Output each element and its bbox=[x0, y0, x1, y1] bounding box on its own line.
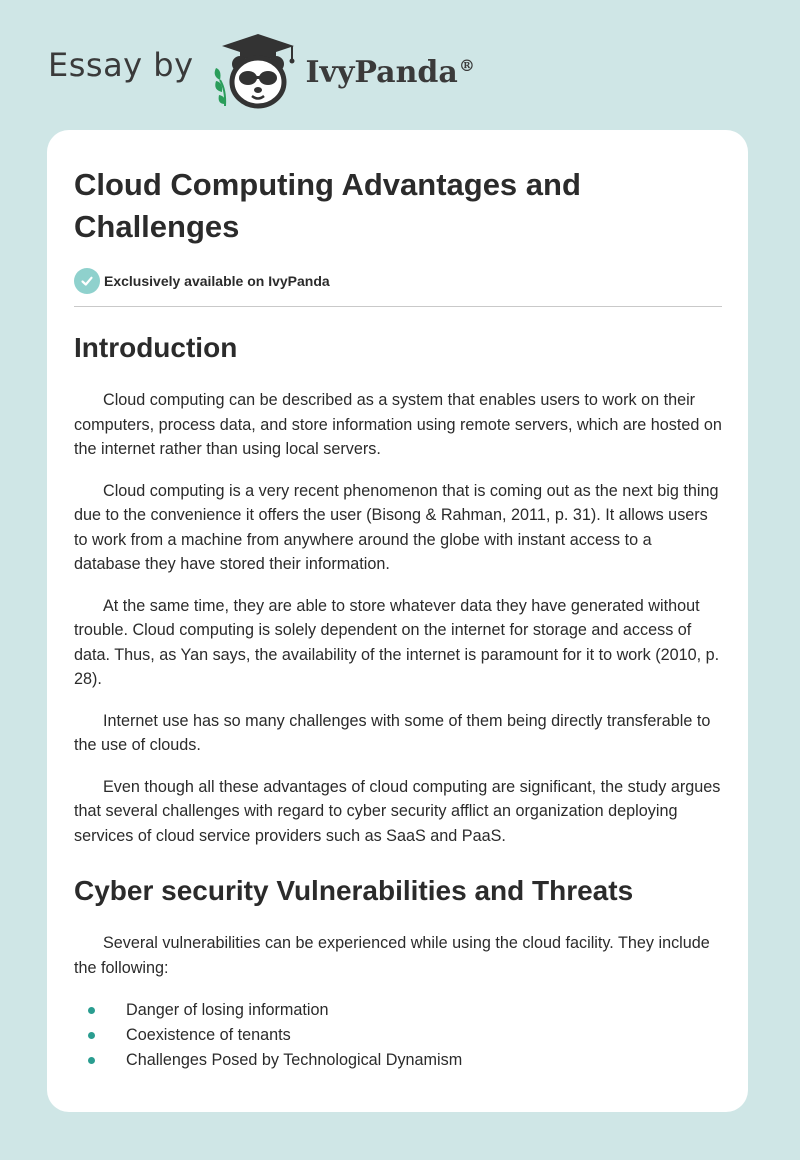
checkmark-icon bbox=[74, 268, 100, 294]
paragraph: Even though all these advantages of cloud computing are significant, the study argues that several challenges with regard to cyber security afflict an organization deploying services of cloud service providers such as SaaS and PaaS. bbox=[74, 777, 721, 845]
exclusive-badge bbox=[74, 268, 722, 294]
essay-title: Cloud Computing Advantages and Challenges bbox=[74, 167, 581, 244]
section-heading-cyber-security: Cyber security Vulnerabilities and Threats bbox=[74, 875, 634, 906]
brand-prefix: Essay by bbox=[48, 46, 194, 84]
exclusive-label: Exclusively available on IvyPanda bbox=[104, 273, 330, 289]
paragraph: At the same time, they are able to store whatever data they have generated without trouble. Cloud computing is solely dependent on the internet for storage and access of data. Thus, as Yan says, the availability of the internet is paramount for it to work (2010, p. 28). bbox=[74, 596, 720, 688]
essay-card bbox=[47, 130, 748, 1112]
paragraph: Internet use has so many challenges with some of them being directly transferable to the use of clouds. bbox=[74, 711, 711, 754]
bullet-icon bbox=[88, 1032, 95, 1039]
divider bbox=[74, 306, 722, 307]
list-item: Challenges Posed by Technological Dynamism bbox=[74, 1048, 722, 1073]
paragraph: Cloud computing is a very recent phenomenon that is coming out as the next big thing due to the convenience it offers the user (Bisong & Rahman, 2011, p. 31). It allows users to work from a machine from anywhere around the globe with instant access to a database they have stored their information. bbox=[74, 481, 719, 573]
list-item: Coexistence of tenants bbox=[74, 1023, 722, 1048]
section-heading-introduction: Introduction bbox=[74, 332, 238, 363]
vulnerability-list bbox=[74, 998, 722, 1073]
panda-logo-icon[interactable] bbox=[210, 30, 302, 110]
list-item: Danger of losing information bbox=[74, 998, 722, 1023]
brand-name: IvyPanda® bbox=[305, 54, 475, 90]
bullet-icon bbox=[88, 1007, 95, 1014]
paragraph: Cloud computing can be described as a system that enables users to work on their computers, process data, and store information using remote servers, which are hosted on the internet rather than using local servers. bbox=[74, 391, 722, 458]
paragraph: Several vulnerabilities can be experienced while using the cloud facility. They include the following: bbox=[74, 934, 710, 977]
bullet-icon bbox=[88, 1057, 95, 1064]
site-header bbox=[48, 30, 475, 110]
